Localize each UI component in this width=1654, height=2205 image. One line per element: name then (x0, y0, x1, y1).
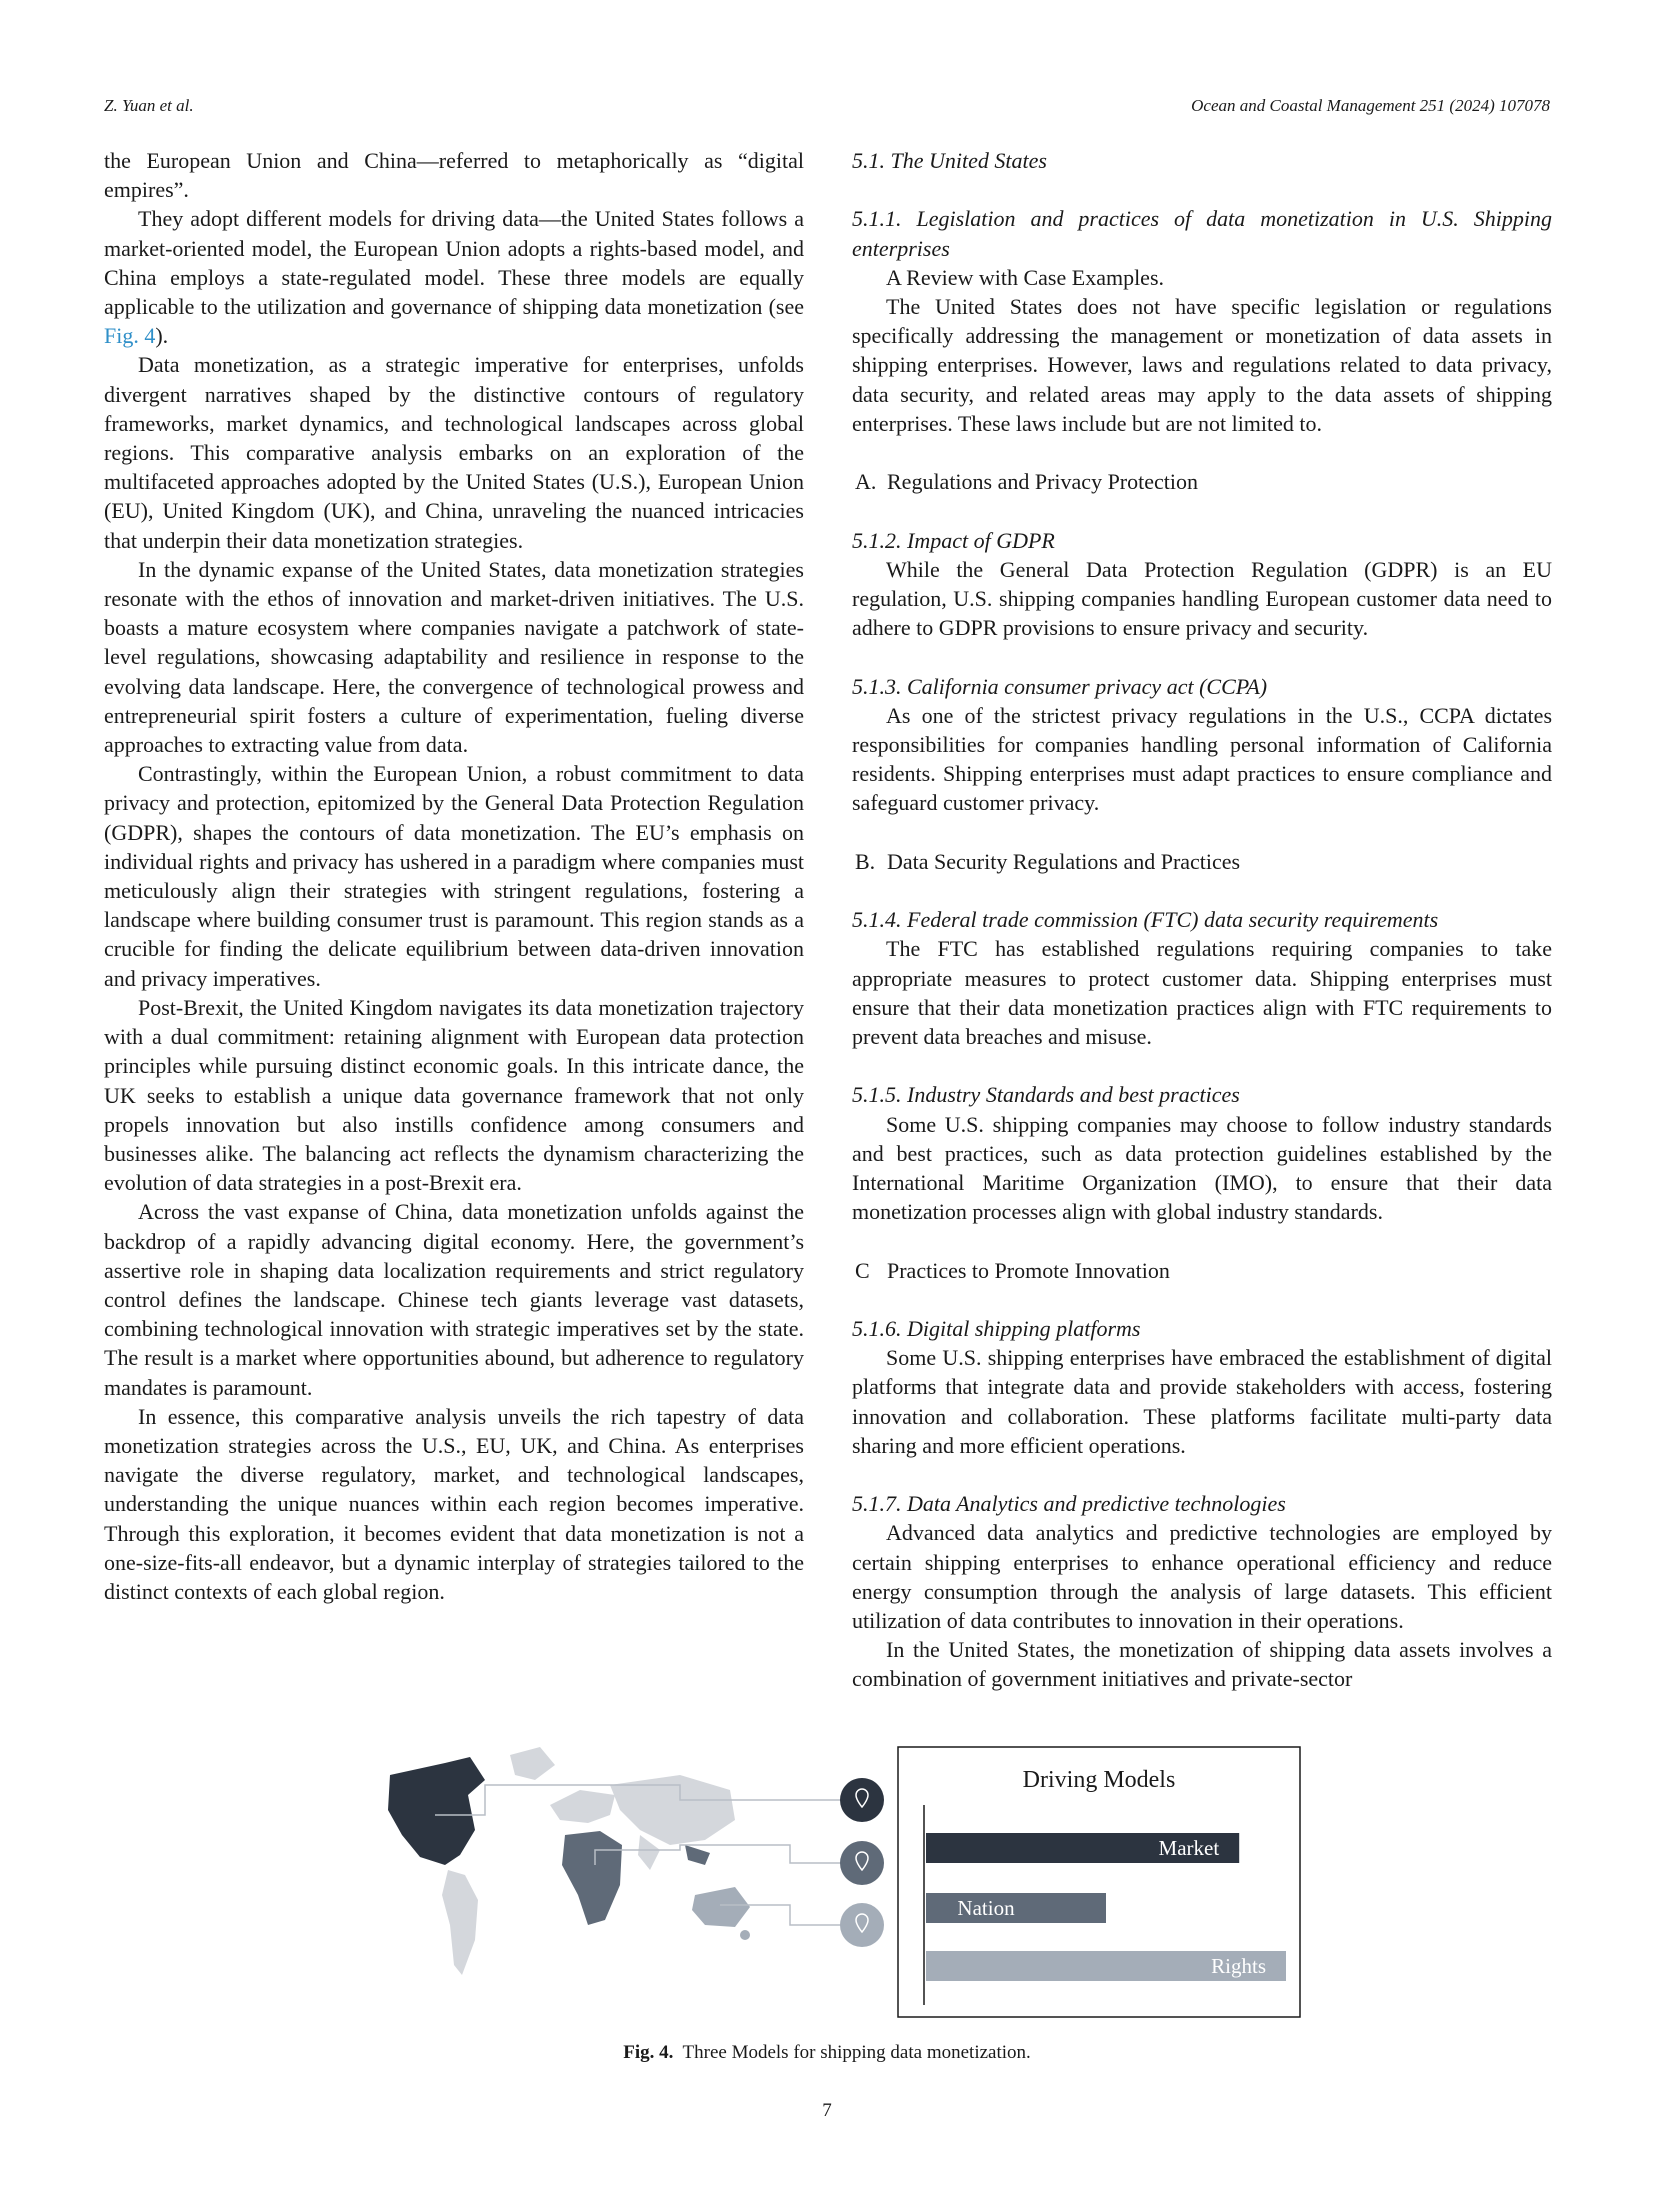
paragraph: A Review with Case Examples. (886, 264, 1165, 290)
running-header (104, 96, 1550, 116)
paragraph: the European Union and China—referred to metaphorically as “digital empires”. (104, 148, 804, 203)
caption-text: Three Models for shipping data monetization. (682, 2042, 1031, 2063)
figure-caption (0, 2042, 1654, 2064)
chart-title: Driving Models (1022, 1767, 1176, 1793)
list-item: C Practices to Promote Innovation (855, 1257, 1170, 1283)
figure-4-graphic (350, 1735, 1310, 2025)
list-item: B. Data Security Regulations and Practices (855, 848, 1241, 874)
paragraph: They adopt different models for driving data—the United States follows a market-oriented model, the European Union adopts a rights-based model, and China employs a state-regulated model. These three models are equally applicable to the utilization and governance of shipping data monetization (see Fig. 4). (104, 206, 804, 349)
page-number: 7 (822, 2100, 832, 2121)
paragraph: While the General Data Protection Regulation (GDPR) is an EU regulation, U.S. shipping companies handling European customer data need to adhere to GDPR provisions to ensure privacy and security. (852, 556, 1552, 641)
fig-4-link[interactable]: Fig. 4 (104, 323, 156, 349)
world-map (388, 1747, 750, 1975)
bar-nation (926, 1893, 1106, 1923)
figure-4 (350, 1735, 1310, 2025)
subsection-heading: 5.1.5. Industry Standards and best practices (852, 1082, 1240, 1108)
location-pin-icon (840, 1903, 884, 1947)
paragraph: In the dynamic expanse of the United States, data monetization strategies resonate with the ethos of innovation and market-driven initiatives. The U.S. boasts a mature ecosystem where companies navigate a patchwork of state-level regulations, showcasing adaptability and resilience in response to the evolving data landscape. Here, the convergence of technological prowess and entrepreneurial spirit fosters a culture of experimentation, fueling diverse approaches to extracting value from data. (104, 556, 804, 758)
location-pin-icon (840, 1841, 884, 1885)
paragraph: Contrastingly, within the European Union, a robust commitment to data privacy and protection, epitomized by the General Data Protection Regulation (GDPR), shapes the contours of data monetization. The EU’s emphasis on individual rights and privacy has ushered in a paradigm where companies must meticulously align their strategies with stringent regulations, fostering a landscape where building consumer trust is paramount. This region stands as a crucible for finding the delicate equilibrium between data-driven innovation and privacy imperatives. (104, 761, 804, 991)
section-heading: 5.1. The United States (852, 148, 1047, 173)
paragraph: Data monetization, as a strategic imperative for enterprises, unfolds divergent narratives shaped by the distinctive contours of regulatory frameworks, market dynamics, and technological landscapes across global regions. This comparative analysis embarks on an exploration of the multifaceted approaches adopted by the United States (U.S.), European Union (EU), United Kingdom (UK), and China, unraveling the nuanced intricacies that underpin their data monetization strategies. (104, 352, 804, 553)
paragraph: The United States does not have specific legislation or regulations specifically addressing the management or monetization of data assets in shipping enterprises. However, laws and regulations related to data privacy, data security, and related areas may apply to the data assets of shipping enterprises. These laws include but are not limited to. (852, 294, 1552, 436)
paragraph: The FTC has established regulations requiring companies to take appropriate measures to protect customer data. Shipping enterprises must ensure that their data monetization practices align with FTC requirements to prevent data breaches and misuse. (852, 936, 1552, 1049)
bar-label: Rights (1211, 1954, 1266, 1978)
paragraph: Post-Brexit, the United Kingdom navigates its data monetization trajectory with a dual commitment: retaining alignment with European data protection principles while pursuing distinct economic goals. In this intricate dance, the UK seeks to establish a unique data governance framework that not only propels innovation but also instills confidence among consumers and businesses alike. The balancing act reflects the dynamism characterizing the evolution of data strategies in a post-Brexit era. (104, 994, 804, 1196)
paragraph: Some U.S. shipping companies may choose to follow industry standards and best practices, such as data protection guidelines established by the International Maritime Organization (IMO), to ensure that their data monetization processes align with global industry standards. (852, 1111, 1552, 1225)
location-pin-icon (840, 1778, 884, 1822)
header-author: Z. Yuan et al. (104, 96, 194, 115)
subsection-heading: 5.1.2. Impact of GDPR (852, 527, 1055, 553)
right-column (852, 146, 1552, 1694)
subsection-heading: 5.1.7. Data Analytics and predictive technologies (852, 1491, 1286, 1517)
bar-label: Nation (957, 1896, 1015, 1920)
header-journal: Ocean and Coastal Management 251 (2024) 107078 (1191, 96, 1550, 115)
paragraph: Some U.S. shipping enterprises have embraced the establishment of digital platforms that integrate data and provide stakeholders with access, fostering innovation and collaboration. These platforms facilitate multi-party data sharing and more efficient operations. (852, 1345, 1552, 1458)
paragraph: Advanced data analytics and predictive technologies are employed by certain shipping enterprises to enhance operational efficiency and reduce energy consumption through the analysis of large datasets. This efficient utilization of data contributes to innovation in their operations. (852, 1520, 1552, 1633)
subsection-heading: 5.1.3. California consumer privacy act (CCPA) (852, 673, 1268, 699)
paragraph: In the United States, the monetization of shipping data assets involves a combination of government initiatives and private-sector (852, 1637, 1552, 1692)
subsection-heading: 5.1.4. Federal trade commission (FTC) data security requirements (852, 907, 1439, 933)
list-item: A. Regulations and Privacy Protection (855, 469, 1198, 495)
paragraph: In essence, this comparative analysis unveils the rich tapestry of data monetization strategies across the U.S., EU, UK, and China. As enterprises navigate the diverse regulatory, market, and technological landscapes, understanding the unique nuances within each region becomes imperative. Through this exploration, it becomes evident that data monetization is not a one-size-fits-all endeavor, but a dynamic interplay of strategies tailored to the distinct contexts of each global region. (104, 1403, 804, 1604)
bar-label: Market (1158, 1836, 1220, 1860)
caption-label: Fig. 4. (623, 2042, 674, 2063)
subsection-heading: 5.1.1. Legislation and practices of data monetization in U.S. Shipping enterprises (852, 206, 1552, 261)
left-column (104, 146, 804, 1606)
paragraph: As one of the strictest privacy regulations in the U.S., CCPA dictates responsibilities for companies handling personal information of California residents. Shipping enterprises must adapt practices to ensure compliance and safeguard customer privacy. (852, 702, 1552, 816)
paragraph: Across the vast expanse of China, data monetization unfolds against the backdrop of a rapidly advancing digital economy. Here, the government’s assertive role in shaping data localization requirements and strict regulatory control defines the landscape. Chinese tech giants leverage vast datasets, combining technological innovation with strategic imperatives set by the state. The result is a market where opportunities abound, but adherence to regulatory mandates is paramount. (104, 1199, 804, 1400)
subsection-heading: 5.1.6. Digital shipping platforms (852, 1315, 1141, 1341)
